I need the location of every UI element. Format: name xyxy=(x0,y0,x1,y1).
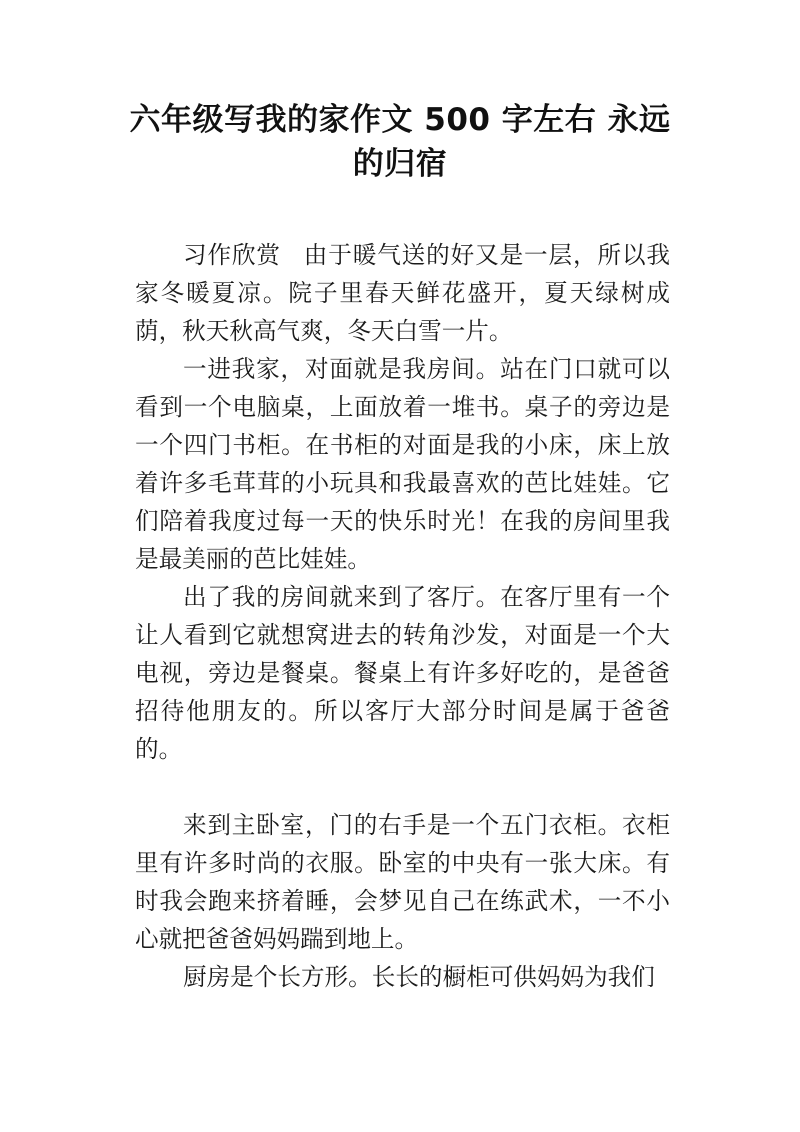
paragraph-text: 由于暖气送的好又是一层，所以我家冬暖夏凉。院子里春天鲜花盛开，夏天绿树成荫，秋天秋高气爽，冬天白雪一片。 xyxy=(135,241,671,345)
paragraph-intro xyxy=(135,236,670,350)
intro-label: 习作欣赏 xyxy=(183,241,281,269)
paragraph: 出了我的房间就来到了客厅。在客厅里有一个让人看到它就想窝进去的转角沙发，对面是一个大电视，旁边是餐桌。餐桌上有许多好吃的，是爸爸招待他朋友的。所以客厅大部分时间是属于爸爸的。 xyxy=(135,583,670,763)
document-title xyxy=(100,98,700,186)
paragraph: 来到主卧室，门的右手是一个五门衣柜。衣柜里有许多时尚的衣服。卧室的中央有一张大床。有时我会跑来挤着睡，会梦见自己在练武术，一不小心就把爸爸妈妈踹到地上。 xyxy=(135,811,670,953)
paragraph: 厨房是个长方形。长长的橱柜可供妈妈为我们 xyxy=(183,963,655,991)
document-body xyxy=(135,236,670,996)
title-line-1: 六年级写我的家作文 500 字左右 永远 xyxy=(129,102,671,138)
paragraph: 一进我家，对面就是我房间。站在门口就可以看到一个电脑桌，上面放着一堆书。桌子的旁边是一个四门书柜。在书柜的对面是我的小床，床上放着许多毛茸茸的小玩具和我最喜欢的芭比娃娃。它们陪着我度过每一天的快乐时光！在我的房间里我是最美丽的芭比娃娃。 xyxy=(135,355,670,573)
title-line-2: 的归宿 xyxy=(352,146,448,182)
